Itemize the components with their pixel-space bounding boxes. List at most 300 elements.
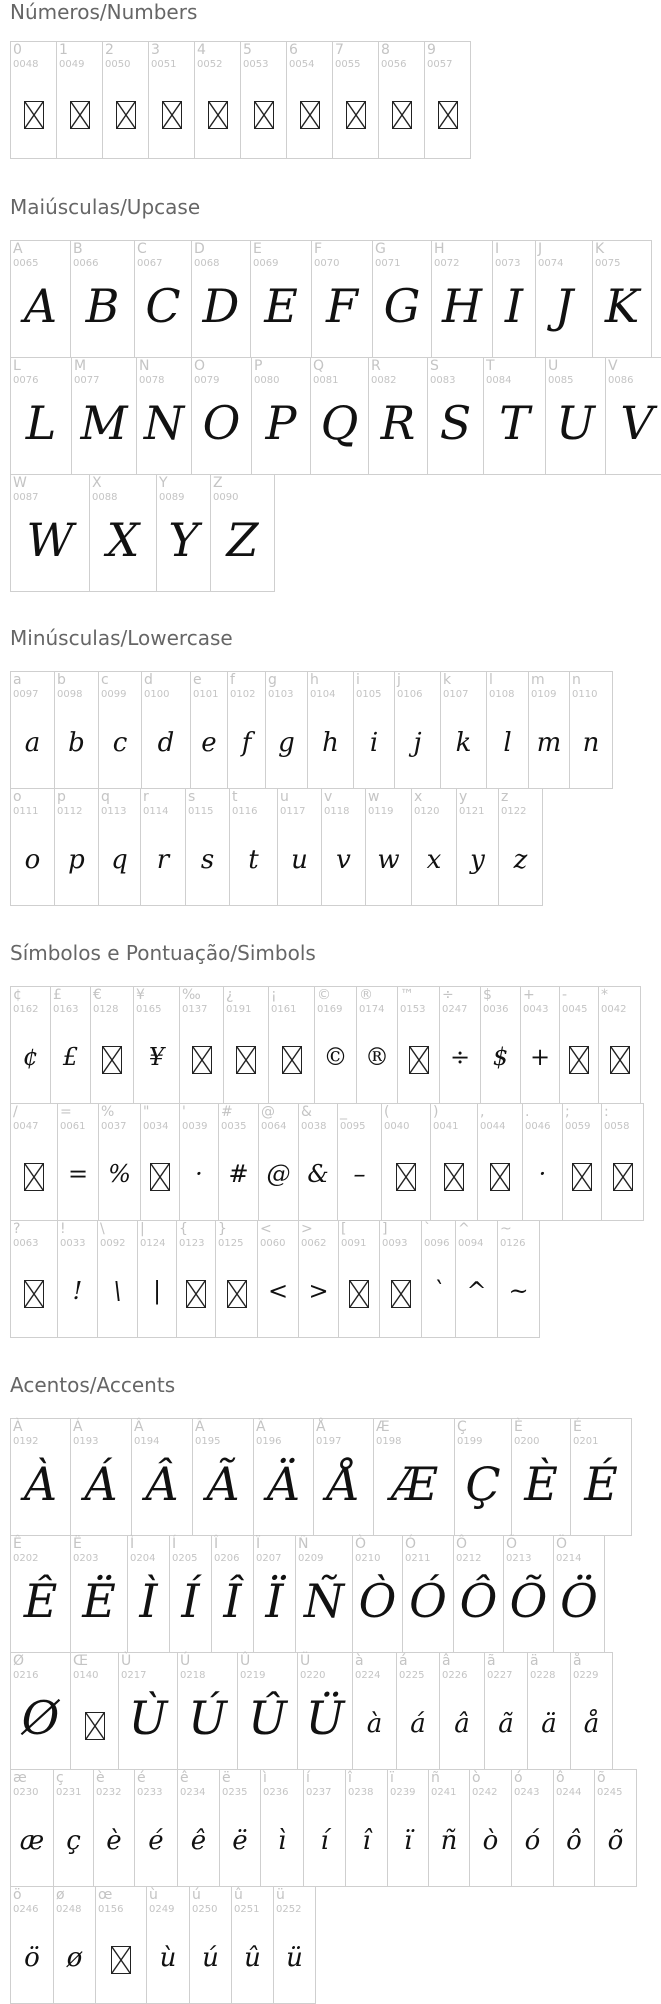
glyph-character-label: q	[101, 789, 110, 805]
glyph-code-label: 0251	[234, 1904, 260, 1915]
glyph-code-label: 0048	[13, 59, 39, 70]
glyph-code-label: 0201	[573, 1436, 599, 1447]
glyph-code-label: 0081	[313, 375, 339, 386]
section-title-minusculas-lowercase: Minúsculas/Lowercase	[10, 626, 233, 650]
glyph-sample: \	[113, 1277, 122, 1305]
glyph-sample: q	[111, 845, 128, 875]
glyph-code-label: 0161	[271, 1004, 297, 1015]
glyph-code-label: 0099	[101, 689, 127, 700]
glyph-cell	[57, 1103, 99, 1221]
glyph-code-label: 0054	[289, 59, 315, 70]
glyph-character-label: Ø	[13, 1653, 25, 1669]
glyph-character-label: w	[368, 789, 380, 805]
glyph-cell	[10, 1769, 54, 1887]
glyph-sample: Û	[248, 1691, 287, 1745]
glyph-sample: í	[320, 1826, 329, 1856]
glyph-character-label: ë	[222, 1770, 231, 1786]
glyph-character-label: s	[188, 789, 196, 805]
glyph-sample: >	[308, 1277, 329, 1305]
glyph-code-label: 0248	[56, 1904, 82, 1915]
glyph-sample: ñ	[440, 1826, 458, 1856]
glyph-sample: x	[426, 845, 442, 875]
glyph-character-label: È	[514, 1419, 523, 1435]
glyph-code-label: 0237	[306, 1787, 332, 1798]
glyph-cell	[140, 788, 186, 906]
glyph-character-label: 7	[335, 42, 344, 58]
glyph-character-label: Q	[313, 358, 325, 374]
glyph-character-label: õ	[597, 1770, 606, 1786]
glyph-character-label: e	[193, 672, 202, 688]
missing-glyph-icon	[610, 1046, 630, 1074]
glyph-character-label: ö	[13, 1887, 22, 1903]
glyph-code-label: 0126	[500, 1238, 526, 1249]
glyph-code-label: 0111	[13, 806, 39, 817]
glyph-character-label: Ë	[73, 1536, 82, 1552]
glyph-cell	[492, 240, 536, 358]
glyph-code-label: 0077	[74, 375, 100, 386]
glyph-character-label: 0	[13, 42, 22, 58]
glyph-sample: é	[148, 1826, 164, 1856]
glyph-sample: t	[248, 845, 259, 875]
glyph-cell	[179, 1103, 219, 1221]
glyph-cell	[345, 1769, 388, 1887]
glyph-character-label: !	[60, 1221, 66, 1237]
glyph-character-label: ä	[530, 1653, 539, 1669]
glyph-character-label: ©	[317, 987, 331, 1003]
glyph-sample: Ä	[266, 1457, 301, 1511]
glyph-code-label: 0094	[458, 1238, 484, 1249]
glyph-character-label: u	[280, 789, 289, 805]
glyph-character-label: å	[573, 1653, 582, 1669]
glyph-cell	[570, 1652, 613, 1770]
glyph-sample: y	[470, 845, 485, 875]
glyph-code-label: 0078	[139, 375, 165, 386]
glyph-sample: ó	[524, 1826, 541, 1856]
glyph-sample: G	[383, 279, 421, 333]
glyph-code-label: 0101	[193, 689, 219, 700]
glyph-sample: |	[152, 1277, 162, 1305]
glyph-character-label: Y	[159, 475, 168, 491]
glyph-character-label: _	[340, 1104, 347, 1120]
glyph-cell	[431, 240, 493, 358]
glyph-sample: +	[529, 1043, 551, 1071]
glyph-code-label: 0198	[376, 1436, 402, 1447]
glyph-code-label: 0118	[324, 806, 350, 817]
glyph-character-label: l	[489, 672, 493, 688]
glyph-cell	[352, 1652, 397, 1770]
glyph-character-label: B	[73, 241, 83, 257]
glyph-code-label: 0087	[13, 492, 39, 503]
glyph-cell	[337, 1103, 382, 1221]
glyph-code-label: 0228	[530, 1670, 556, 1681]
glyph-code-label: 0060	[260, 1238, 286, 1249]
glyph-character-label: í	[306, 1770, 310, 1786]
glyph-sample: ë	[232, 1826, 248, 1856]
glyph-character-label: \	[100, 1221, 105, 1237]
glyph-character-label: Æ	[376, 1419, 390, 1435]
glyph-code-label: 0246	[13, 1904, 39, 1915]
glyph-code-label: 0249	[149, 1904, 175, 1915]
glyph-cell	[381, 1103, 431, 1221]
glyph-character-label: L	[13, 358, 21, 374]
glyph-character-label: Ä	[256, 1419, 266, 1435]
glyph-code-label: 0236	[263, 1787, 289, 1798]
glyph-code-label: 0121	[459, 806, 485, 817]
glyph-cell	[70, 1418, 132, 1536]
glyph-code-label: 0082	[371, 375, 397, 386]
glyph-cell	[310, 357, 369, 475]
glyph-code-label: 0098	[57, 689, 83, 700]
glyph-cell	[146, 1886, 190, 2004]
glyph-code-label: 0116	[232, 806, 258, 817]
glyph-cell	[56, 41, 103, 159]
glyph-character-label: x	[414, 789, 423, 805]
glyph-character-label: Â	[134, 1419, 144, 1435]
glyph-code-label: 0106	[397, 689, 423, 700]
glyph-cell	[372, 240, 432, 358]
glyph-sample: Á	[84, 1457, 118, 1511]
glyph-code-label: 0156	[98, 1904, 124, 1915]
glyph-sample: ï	[403, 1826, 413, 1856]
glyph-code-label: 0034	[143, 1121, 169, 1132]
glyph-cell	[511, 1769, 554, 1887]
glyph-character-label: Ú	[180, 1653, 191, 1669]
glyph-character-label: g	[268, 672, 277, 688]
glyph-sample: ¥	[148, 1043, 165, 1071]
glyph-cell	[503, 1535, 554, 1653]
glyph-character-label: N	[139, 358, 150, 374]
missing-glyph-icon	[186, 1280, 206, 1308]
glyph-cell	[601, 1103, 644, 1221]
glyph-sample: s	[200, 845, 215, 875]
glyph-sample: Ó	[409, 1574, 447, 1628]
missing-glyph-icon	[409, 1046, 429, 1074]
glyph-sample: Ø	[21, 1691, 60, 1745]
glyph-cell	[528, 671, 570, 789]
missing-glyph-icon	[300, 101, 320, 129]
glyph-character-label: è	[96, 1770, 105, 1786]
glyph-character-label: 3	[151, 42, 160, 58]
glyph-sample: ô	[566, 1826, 582, 1856]
glyph-cell	[10, 1418, 71, 1536]
glyph-character-label: ‰	[182, 987, 201, 1003]
glyph-code-label: 0196	[256, 1436, 282, 1447]
glyph-character-label: É	[573, 1419, 582, 1435]
glyph-sample: L	[25, 396, 57, 450]
glyph-sample: c	[112, 728, 128, 758]
glyph-code-label: 0069	[253, 258, 279, 269]
glyph-cell	[215, 1220, 258, 1338]
glyph-cell	[210, 474, 275, 592]
glyph-sample: w	[377, 845, 400, 875]
glyph-code-label: 0110	[572, 689, 598, 700]
glyph-sample: å	[583, 1709, 600, 1739]
glyph-character-label: f	[230, 672, 235, 688]
glyph-sample: B	[85, 279, 120, 333]
glyph-sample: æ	[19, 1826, 45, 1856]
glyph-cell	[295, 1535, 353, 1653]
missing-glyph-icon	[162, 101, 182, 129]
glyph-cell	[148, 41, 195, 159]
glyph-cell	[189, 1886, 232, 2004]
glyph-code-label: 0086	[608, 375, 634, 386]
glyph-sample: Â	[145, 1457, 179, 1511]
glyph-sample: ·	[538, 1160, 547, 1188]
glyph-character-label: H	[434, 241, 445, 257]
glyph-sample: O	[202, 396, 241, 450]
glyph-code-label: 0083	[430, 375, 456, 386]
glyph-code-label: 0206	[214, 1553, 240, 1564]
glyph-code-label: 0102	[230, 689, 256, 700]
glyph-cell	[251, 357, 311, 475]
glyph-character-label: p	[57, 789, 66, 805]
glyph-sample: £	[62, 1043, 79, 1071]
glyph-cell	[191, 240, 251, 358]
glyph-character-label: "	[143, 1104, 150, 1120]
glyph-sample: u	[291, 845, 308, 875]
glyph-character-label: -	[562, 987, 568, 1003]
glyph-character-label: 2	[105, 42, 114, 58]
glyph-cell	[98, 671, 142, 789]
missing-glyph-icon	[254, 101, 274, 129]
glyph-code-label: 0047	[13, 1121, 39, 1132]
glyph-code-label: 0066	[73, 258, 99, 269]
glyph-character-label: .	[525, 1104, 530, 1120]
glyph-cell	[10, 986, 51, 1104]
glyph-code-label: 0114	[143, 806, 169, 817]
glyph-sample: g	[278, 728, 295, 758]
glyph-cell	[10, 1652, 71, 1770]
glyph-sample: Ã	[206, 1457, 240, 1511]
glyph-code-label: 0213	[506, 1553, 532, 1564]
glyph-sample: ç	[66, 1826, 81, 1856]
missing-glyph-icon	[24, 101, 44, 129]
glyph-cell	[185, 788, 230, 906]
glyph-character-label: 1	[59, 42, 68, 58]
glyph-code-label: 0174	[359, 1004, 385, 1015]
glyph-sample: Ú	[188, 1691, 227, 1745]
glyph-code-label: 0125	[218, 1238, 244, 1249]
glyph-cell	[313, 1418, 374, 1536]
glyph-cell	[273, 1886, 316, 2004]
glyph-cell	[298, 1220, 339, 1338]
glyph-cell	[486, 671, 529, 789]
glyph-character-label: ¿	[226, 987, 234, 1003]
glyph-cell	[176, 1220, 216, 1338]
glyph-code-label: 0233	[137, 1787, 163, 1798]
glyph-sample: v	[336, 845, 351, 875]
glyph-code-label: 0195	[195, 1436, 221, 1447]
glyph-character-label: Ó	[405, 1536, 417, 1552]
glyph-character-label: ò	[472, 1770, 481, 1786]
glyph-sample: $	[492, 1043, 509, 1071]
glyph-character-label: Û	[240, 1653, 251, 1669]
glyph-character-label: À	[13, 1419, 23, 1435]
glyph-sample: `	[432, 1277, 445, 1305]
glyph-cell	[98, 1103, 141, 1221]
glyph-code-label: 0224	[355, 1670, 381, 1681]
glyph-cell	[10, 41, 57, 159]
missing-glyph-icon	[192, 1046, 212, 1074]
glyph-code-label: 0079	[194, 375, 220, 386]
glyph-character-label: Ô	[456, 1536, 468, 1552]
glyph-code-label: 0234	[180, 1787, 206, 1798]
glyph-sample: N	[143, 396, 185, 450]
glyph-character-label: à	[355, 1653, 364, 1669]
glyph-sample: ø	[66, 1943, 83, 1973]
glyph-sample: È	[524, 1457, 558, 1511]
glyph-cell	[229, 788, 278, 906]
missing-glyph-icon	[444, 1163, 464, 1191]
glyph-sample: ò	[482, 1826, 499, 1856]
glyph-code-label: 0115	[188, 806, 214, 817]
glyph-cell	[527, 1652, 571, 1770]
glyph-cell	[190, 671, 228, 789]
glyph-sample: û	[244, 1943, 261, 1973]
glyph-cell	[194, 41, 241, 159]
glyph-character-label: )	[433, 1104, 439, 1120]
glyph-character-label: Ò	[355, 1536, 367, 1552]
glyph-sample: T	[499, 396, 530, 450]
glyph-code-label: 0163	[53, 1004, 79, 1015]
glyph-sample: f	[241, 728, 252, 758]
glyph-code-label: 0229	[573, 1670, 599, 1681]
glyph-character-label: ç	[56, 1770, 64, 1786]
glyph-sample: W	[26, 513, 74, 567]
glyph-cell	[179, 986, 224, 1104]
glyph-cell	[10, 1103, 58, 1221]
glyph-code-label: 0239	[390, 1787, 416, 1798]
glyph-cell	[70, 1535, 128, 1653]
glyph-sample: =	[67, 1160, 89, 1188]
glyph-cell	[570, 1418, 632, 1536]
glyph-sample: ú	[202, 1943, 219, 1973]
glyph-cell	[93, 1769, 135, 1887]
glyph-character-label: O	[194, 358, 206, 374]
glyph-cell	[598, 986, 641, 1104]
glyph-code-label: 0153	[400, 1004, 426, 1015]
glyph-cell	[95, 1886, 147, 2004]
section-title-maiusculas-upcase: Maiúsculas/Upcase	[10, 195, 201, 219]
glyph-code-label: 0203	[73, 1553, 99, 1564]
glyph-cell	[71, 357, 137, 475]
glyph-cell	[169, 1535, 212, 1653]
glyph-character-label: Z	[213, 475, 223, 491]
glyph-code-label: 0220	[300, 1670, 326, 1681]
glyph-code-label: 0064	[261, 1121, 287, 1132]
glyph-code-label: 0210	[355, 1553, 381, 1564]
glyph-sample: É	[584, 1457, 618, 1511]
glyph-code-label: 0067	[137, 258, 163, 269]
glyph-code-label: 0199	[457, 1436, 483, 1447]
glyph-character-label: é	[137, 1770, 146, 1786]
glyph-cell	[520, 986, 560, 1104]
glyph-sample: i	[369, 728, 379, 758]
glyph-code-label: 0072	[434, 258, 460, 269]
glyph-cell	[378, 41, 425, 159]
glyph-character-label: =	[60, 1104, 72, 1120]
glyph-sample: Ü	[305, 1691, 345, 1745]
glyph-character-label: }	[218, 1221, 227, 1237]
glyph-sample: b	[68, 728, 85, 758]
glyph-character-label: Ì	[130, 1536, 135, 1552]
missing-glyph-icon	[24, 1280, 44, 1308]
glyph-code-label: 0202	[13, 1553, 39, 1564]
glyph-cell	[57, 1220, 98, 1338]
glyph-code-label: 0137	[182, 1004, 208, 1015]
glyph-sample: o	[24, 845, 41, 875]
glyph-code-label: 0035	[221, 1121, 247, 1132]
glyph-character-label: â	[442, 1653, 451, 1669]
glyph-character-label: ~	[500, 1221, 512, 1237]
glyph-code-label: 0057	[427, 59, 453, 70]
glyph-cell	[10, 1535, 71, 1653]
glyph-sample: Ç	[465, 1457, 501, 1511]
glyph-code-label: 0080	[254, 375, 280, 386]
glyph-sample: Ì	[139, 1574, 158, 1628]
glyph-character-label: I	[495, 241, 500, 257]
glyph-cell	[10, 240, 71, 358]
glyph-character-label: ÷	[442, 987, 454, 1003]
glyph-code-label: 0091	[341, 1238, 367, 1249]
glyph-code-label: 0216	[13, 1670, 39, 1681]
missing-glyph-icon	[349, 1280, 369, 1308]
missing-glyph-icon	[569, 1046, 589, 1074]
missing-glyph-icon	[438, 101, 458, 129]
missing-glyph-icon	[24, 1163, 44, 1191]
glyph-sample: A	[23, 279, 58, 333]
glyph-character-label: X	[92, 475, 102, 491]
glyph-sample: õ	[607, 1826, 624, 1856]
glyph-code-label: 0204	[130, 1553, 156, 1564]
glyph-code-label: 0042	[601, 1004, 627, 1015]
glyph-sample: ö	[24, 1943, 40, 1973]
glyph-cell	[402, 1535, 454, 1653]
glyph-character-label: :	[604, 1104, 609, 1120]
glyph-code-label: 0217	[121, 1670, 147, 1681]
glyph-cell	[127, 1535, 170, 1653]
glyph-sample: â	[454, 1709, 470, 1739]
glyph-sample: z	[513, 845, 528, 875]
glyph-cell	[498, 788, 543, 906]
glyph-cell	[102, 41, 149, 159]
glyph-sample: &	[307, 1160, 329, 1188]
missing-glyph-icon	[391, 1280, 411, 1308]
glyph-character-label: y	[459, 789, 468, 805]
glyph-character-label: D	[194, 241, 205, 257]
glyph-cell	[562, 1103, 602, 1221]
glyph-sample: Ò	[358, 1574, 397, 1628]
glyph-cell	[314, 986, 357, 1104]
glyph-code-label: 0243	[514, 1787, 540, 1798]
glyph-cell	[177, 1652, 238, 1770]
glyph-cell	[483, 357, 546, 475]
glyph-cell	[356, 986, 398, 1104]
glyph-cell	[98, 788, 141, 906]
glyph-character-label: Í	[172, 1536, 177, 1552]
glyph-code-label: 0225	[399, 1670, 425, 1681]
glyph-cell	[439, 986, 481, 1104]
glyph-code-label: 0112	[57, 806, 83, 817]
missing-glyph-icon	[116, 101, 136, 129]
glyph-cell	[352, 1535, 403, 1653]
glyph-sample: V	[620, 396, 654, 450]
glyph-character-label: Ç	[457, 1419, 467, 1435]
glyph-character-label: `	[424, 1221, 431, 1237]
glyph-code-label: 0093	[382, 1238, 408, 1249]
glyph-sample: Ë	[82, 1574, 116, 1628]
glyph-code-label: 0194	[134, 1436, 160, 1447]
